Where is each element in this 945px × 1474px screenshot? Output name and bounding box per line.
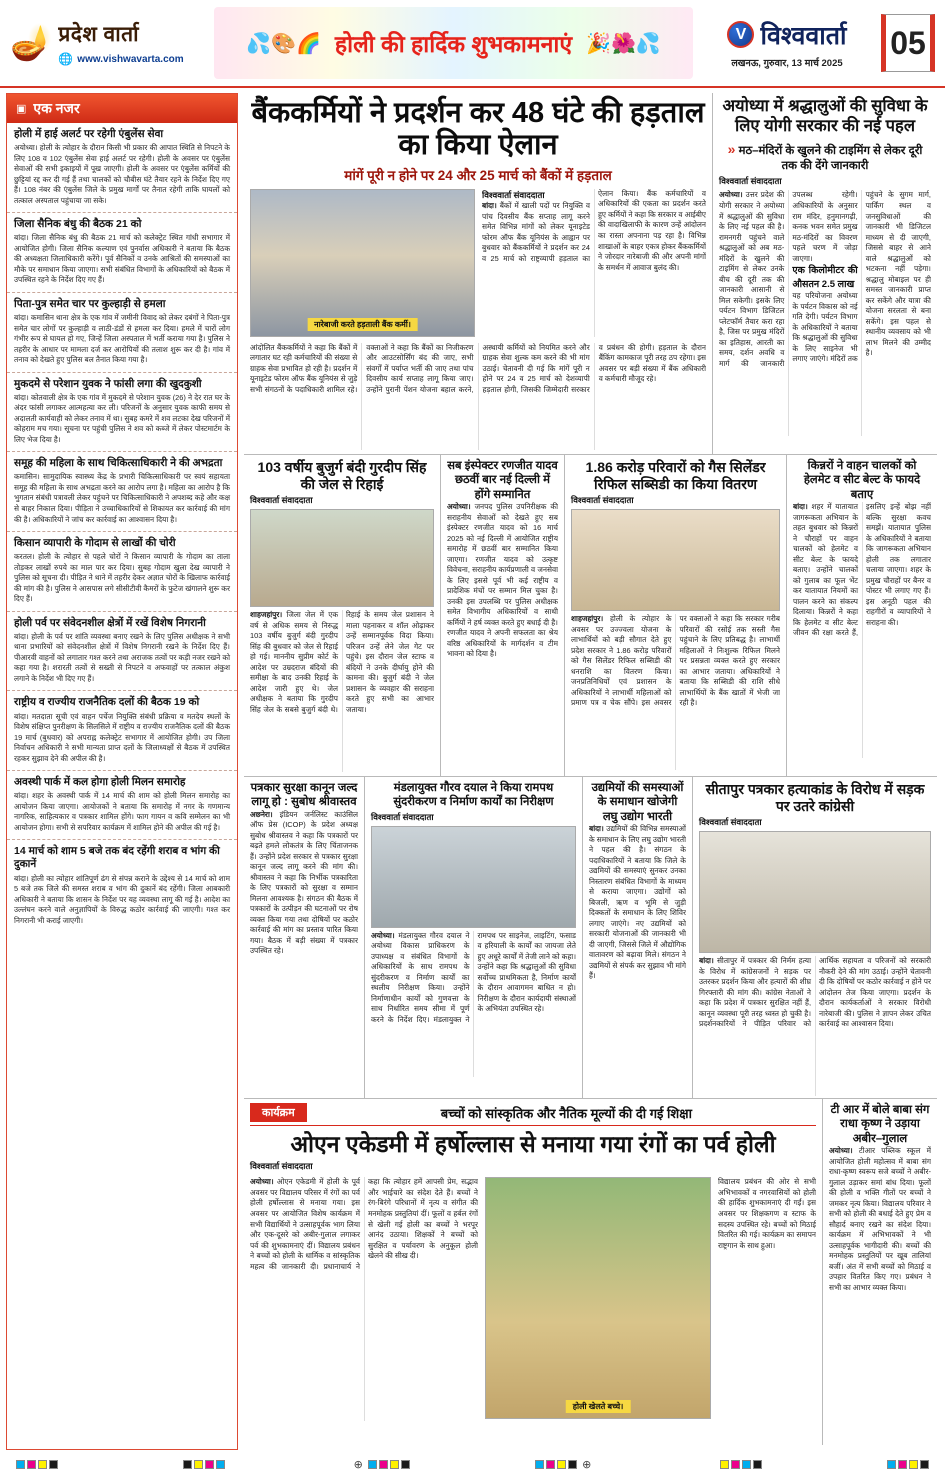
patrakar-body [250, 810, 358, 1068]
dateline: बांदा। [482, 201, 497, 210]
story-text: जनपद पुलिस उपनिरीक्षक की सराहनीय सेवाओं को देखते हुए सब इंस्पेक्टर रणजीत यादव को 16 मार्च 2025 को नई दिल्ली में आयोजित राष्ट्रीय समारोह में छठवीं बार सम्मानित किया जाएगा। रणजीत यादव को उत्कृष्ट विवेचना, सराहनीय कार्यप्रणाली व जनसेवा के लिए इससे पूर्व भी कई राष्ट्रीय व प्रादेशिक मंचों पर सम्मान मिल चुका है। उनकी इस उपलब्धि पर पुलिस अधीक्षक समेत विभागीय अधिकारियों व साथी कर्मियों ने हर्ष व्यक्त करते हुए बधाई दी है। रणजीत यादव ने अपनी सफलता का श्रेय वरिष्ठ अधिकारियों के मार्गदर्शन व टीम भावना को दिया है। [447, 502, 558, 659]
udyami-body [589, 824, 686, 1070]
one-look-header [7, 94, 237, 123]
news-brief-title: अवस्थी पार्क में कल होगा होली मिलन समारोह [14, 776, 186, 789]
dateline: बांदा। [793, 502, 808, 512]
news-brief-title: मुकदमे से परेशान युवक ने फांसी लगा की खुदकुशी [14, 377, 202, 390]
gas-subsidy-story [564, 455, 786, 776]
prisoner-release-story [244, 455, 440, 776]
row-2 [244, 455, 937, 777]
news-brief-body: बांदा। जिला सैनिक बंधु की बैठक 21 मार्च को कलेक्ट्रेट स्थित गांधी सभागार में आयोजित होगी। जिला सैनिक कल्याण एवं पुनर्वास अधिकारी ने बताया कि बैठक की अध्यक्षता जिलाधिकारी करेंगे। पूर्व सैनिकों व उनके आश्रितों की समस्याओं का मौके पर समाधान किया जाएगा। सभी संबंधित विभागों के अधिकारियों को बैठक में उपस्थित रहने के निर्देश दिए गए हैं। [14, 233, 230, 285]
news-brief [7, 293, 237, 373]
dateline: शाहजहांपुर। [250, 610, 283, 620]
news-brief-title: जिला सैनिक बंधु की बैठक 21 को [14, 218, 142, 231]
tr-headline: टी आर में बोले बाबा संग राधा कृष्ण ने उड़ाया अबीर–गुलाल [830, 1104, 930, 1145]
prisoner-headline: 103 वर्षीय बुजुर्ग बंदी गुरदीप सिंह की जेल से रिहाई [257, 459, 427, 493]
kicker-row [250, 1103, 816, 1126]
journalist-law-story [244, 777, 364, 1098]
story-text: उत्तर प्रदेश की योगी सरकार ने अयोध्या में श्रद्धालुओं की सुविधा के लिए नई पहल की है। रामनगरी पहुंचने वाले श्रद्धालुओं को अब मठ-मंदिरों के खुलने की टाइमिंग से लेकर उनके बीच की दूरी तक की जानकारी आसानी से मिल सकेगी। इसके लिए पर्यटन विभाग डिजिटल प्लेटफॉर्म तैयार करा रहा है, जिस पर प्रमुख मंदिरों का इतिहास, आरती का समय, दर्शन अवधि व मार्ग की जानकारी उपलब्ध रहेगी। अधिकारियों के अनुसार राम मंदिर, हनुमानगढ़ी, कनक भवन समेत प्रमुख मठ-मंदिरों का विवरण पहले चरण में जोड़ा जाएगा। [719, 190, 858, 368]
story-text: उद्यमियों की विभिन्न समस्याओं के समाधान के लिए लघु उद्योग भारती ने पहल की है। संगठन के पदाधिकारियों ने बताया कि जिले के उद्यमियों की समस्याएं सुनकर उनका निस्तारण संबंधित विभागों के माध्यम से कराया जाएगा। उद्योगों को बिजली, ऋण व भूमि से जुड़ी दिक्कतों के समाधान के लिए शिविर लगाए जाएंगे। नए उद्यमियों को सरकारी योजनाओं की जानकारी भी दी जाएगी, जिससे जिले में औद्योगिक वातावरण को बढ़ावा मिले। संगठन ने उद्यमियों से संपर्क कर सुझाव भी मांगे हैं। [589, 824, 686, 981]
news-brief-title: होली में हाई अलर्ट पर रहेगी एंबुलेंस सेवा [14, 128, 164, 140]
academy-photo-caption: होली खेलते बच्चे। [566, 1400, 631, 1413]
tr-body [829, 1146, 931, 1426]
news-brief-body: बांदा। होली के पर्व पर शांति व्यवस्था बनाए रखने के लिए पुलिस अधीक्षक ने सभी थाना प्रभारियों को संवेदनशील क्षेत्रों में विशेष निगरानी रखने के निर्देश दिए हैं। पीआरवी वाहनों को लगातार गश्त करने तथा अराजक तत्वों पर कड़ी नजर रखने को कहा गया है। शरारती तत्वों से सख्ती से निपटने व अफवाहों पर तत्काल अंकुश लगाने के निर्देश भी दिए गए हैं। [14, 631, 230, 683]
row-4 [244, 1099, 937, 1445]
news-brief [7, 373, 237, 453]
registration-mark-group [535, 1458, 594, 1471]
byline: विश्ववार्ता संवाददाता [250, 1161, 313, 1172]
deck-marker-icon: » [727, 140, 736, 157]
news-brief-title: राष्ट्रीय व राज्यीय राजनैतिक दलों की बैठक 19 को [14, 696, 200, 709]
holi-greeting-text: होली की हार्दिक शुभकामनाएं [334, 31, 573, 57]
news-brief [7, 691, 237, 771]
gas-headline: 1.86 करोड़ परिवारों को गैस सिलेंडर रिफिल सब्सिडी का किया वितरण [585, 459, 766, 493]
kicker-badge: कार्यक्रम [250, 1103, 307, 1122]
sitapur-headline: सीतापुर पत्रकार हत्याकांड के विरोध में सड़क पर उतरे कांग्रेसी [705, 781, 925, 815]
kinnar-body [793, 502, 931, 758]
rampath-body [371, 931, 576, 1077]
bank-photo-caption: नारेबाजी करते हड़ताली बैंक कर्मी। [307, 318, 418, 331]
story-text: टीआर पब्लिक स्कूल में आयोजित होली महोत्सव में बाबा संग राधा-कृष्ण स्वरूप सजे बच्चों ने अबीर-गुलाल उड़ाकर समां बांध दिया। फूलों की होली व भक्ति गीतों पर बच्चों ने जमकर नृत्य किया। विद्यालय परिवार ने सभी को होली की बधाई देते हुए प्रेम व सौहार्द बनाए रखने का संदेश दिया। कार्यक्रम में अभिभावकों ने भी उत्साहपूर्वक भागीदारी की। बच्चों की मनमोहक प्रस्तुतियों पर खूब तालियां बजीं। अंत में सभी बच्चों को मिठाई व उपहार वितरित किए गए। प्रबंधन ने सभी का आभार व्यक्त किया। [829, 1146, 931, 1292]
brand-title: विश्ववार्ता [760, 21, 847, 50]
print-registration-marks [0, 1454, 945, 1474]
bank-story-top [250, 189, 706, 337]
story-text: शहर में यातायात जागरूकता अभियान के तहत बुधवार को किन्नरों ने चौराहों पर वाहन चालकों को हेलमेट व सीट बेल्ट के फायदे बताए। उन्होंने चालकों को गुलाब का फूल भेंट कर यातायात नियमों का पालन करने का संकल्प दिलाया। किन्नरों ने कहा कि हेलमेट व सीट बेल्ट जीवन की रक्षा करते हैं, इसलिए इन्हें बोझ नहीं बल्कि सुरक्षा कवच समझें। यातायात पुलिस के अधिकारियों ने बताया कि जागरूकता अभियान होली तक लगातार चलाया जाएगा। शहर के प्रमुख चौराहों पर बैनर व पोस्टर भी लगाए गए हैं। इस अनूठी पहल की राहगीरों व व्यापारियों ने सराहना की। [793, 502, 931, 638]
sitapur-protest-story [692, 777, 937, 1098]
gas-subsidy-photo [571, 509, 780, 611]
dateline: अयोध्या। [829, 1146, 853, 1156]
news-brief [7, 123, 237, 213]
tr-school-story [822, 1099, 937, 1445]
news-brief-title: समूह की महिला के साथ चिकित्साधिकारी ने की अभद्रता [14, 457, 223, 470]
news-brief-body: बांदा। मतदाता सूची एवं वाहन पर्चेज नियुक्ति संबंधी प्रक्रिया व मतदेय स्थलों के विशेष संक्षिप्त पुनरीक्षण के सिलसिले में राष्ट्रीय व राज्यीय राजनैतिक दलों की बैठक 19 मार्च (बुधवार) को अपराह्न कलेक्ट्रेट सभागार में आयोजित होगी। उप जिला निर्वाचन अधिकारी ने सभी मान्यता प्राप्त दलों के जिलाध्यक्षों से बैठक में उपस्थित रहकर सुझाव देने की अपील की है। [14, 711, 230, 763]
kicker-text: बच्चों को सांस्कृतिक और नैतिक मूल्यों की दी गई शिक्षा [440, 1105, 692, 1121]
sitapur-body [699, 956, 931, 1096]
ranjit-award-story [440, 455, 564, 776]
main-area [240, 88, 945, 1454]
prisoner-body [250, 610, 434, 772]
ayodhya-headline: अयोध्या में श्रद्धालुओं की सुविधा के लिए योगी सरकार की नई पहल [722, 97, 928, 135]
academy-headline: ओएन एकेडमी में हर्षोल्लास से मनाया गया रंगों का पर्व होली [290, 1131, 776, 1157]
news-brief-body: करतल। होली के त्योहार से पहले चोरों ने किसान व्यापारी के गोदाम का ताला तोड़कर लाखों रुपये का माल पार कर दिया। सुबह गोदाम खुला देख व्यापारी ने पुलिस को सूचना दी। पीड़ित ने थाने में तहरीर देकर अज्ञात चोरों के खिलाफ कार्रवाई की मांग की है। पुलिस ने आसपास लगे सीसीटीवी कैमरों के फुटेज खंगालने शुरू कर दिए हैं। [14, 552, 230, 604]
bank-strike-story [244, 93, 712, 454]
one-look-bullet-icon: ▣ [16, 103, 27, 115]
ranjit-body [447, 502, 558, 754]
registration-circle-icon: ⊕ [353, 1458, 363, 1471]
registration-mark-group [351, 1458, 410, 1471]
news-brief [7, 612, 237, 692]
dateline: अछनेरा। [250, 809, 273, 819]
masthead [0, 0, 945, 88]
holi-celebration-photo [485, 1177, 711, 1419]
story-text: मंडलायुक्त गौरव दयाल ने अयोध्या विकास प्राधिकरण के उपाध्यक्ष व संबंधित विभागों के अधिकारियों के साथ रामपथ के सुंदरीकरण व निर्माण कार्यों का स्थलीय निरीक्षण किया। उन्होंने निर्माणाधीन कार्यों को गुणवत्ता के साथ निर्धारित समय सीमा में पूर्ण करने के निर्देश दिए। मंडलायुक्त ने रामपथ पर साइनेज, लाइटिंग, फसाड व हरियाली के कार्यों का जायजा लेते हुए अधूरे कार्यों में तेजी लाने को कहा। उन्होंने कहा कि श्रद्धालुओं की सुविधा सर्वोच्च प्राथमिकता है, निर्माण कार्यों के दौरान आवागमन बाधित न हो। निरीक्षण के दौरान कार्यदायी संस्थाओं के अभियंता उपस्थित रहे। [371, 930, 576, 1024]
vishwavarta-logo-icon: V [727, 21, 754, 48]
udyami-headline: उद्यमियों की समस्याओं के समाधान खोजेगी लघु उद्योग भारती [591, 782, 684, 823]
bank-body-bottom: आंदोलित बैंककर्मियों ने कहा कि बैंकों में लगातार घट रही कर्मचारियों की संख्या से ग्राहक सेवा प्रभावित हो रही है। प्रदर्शन में यूनाइटेड फोरम ऑफ बैंक यूनियंस से जुड़े सभी संगठनों के पदाधिकारी शामिल रहे। वक्ताओं ने कहा कि बैंकों का निजीकरण और आउटसोर्सिंग बंद की जाए, सभी संवर्गों में पर्याप्त भर्ती की जाए तथा पांच दिवसीय कार्य सप्ताह लागू किया जाए। उन्होंने पुरानी पेंशन योजना बहाल करने, अस्थायी कर्मियों को नियमित करने और ग्राहक सेवा शुल्क कम करने की भी मांग उठाई। चेतावनी दी गई कि मांगें पूरी न होने पर 24 व 25 मार्च को देशव्यापी हड़ताल होगी, जिसकी जिम्मेदारी सरकार व प्रबंधन की होगी। हड़ताल के दौरान बैंकिंग कामकाज पूरी तरह ठप रहेगा। इस अवसर पर बड़ी संख्या में बैंक अधिकारी व कर्मचारी मौजूद रहे। [250, 342, 706, 394]
news-brief-title: किसान व्यापारी के गोदाम से लाखों की चोरी [14, 537, 176, 550]
academy-content [250, 1177, 816, 1421]
registration-mark-group [887, 1460, 929, 1469]
dateline: अयोध्या। [719, 190, 743, 200]
row-3 [244, 777, 937, 1099]
story-text: ओएन एकेडमी में होली के पूर्व अवसर पर विद्यालय परिसर में रंगों का पर्व होली हर्षोल्लास से मनाया गया। इस अवसर पर आयोजित विशेष कार्यक्रम में सभी विद्यार्थियों ने उत्साहपूर्वक भाग लिया और एक-दूसरे को अबीर-गुलाल लगाकर पर्व की शुभकामनाएं दीं। विद्यालय प्रबंधन ने बच्चों को होली के धार्मिक व सांस्कृतिक महत्व की जानकारी दी। प्रधानाचार्य ने कहा कि त्योहार हमें आपसी प्रेम, सद्भाव और भाईचारे का संदेश देते हैं। बच्चों ने रंग-बिरंगे परिधानों में नृत्य व संगीत की मनमोहक प्रस्तुतियां दीं। फूलों व हर्बल रंगों से खेली गई होली का बच्चों ने भरपूर आनंद उठाया। शिक्षकों ने बच्चों को सुरक्षित व पर्यावरण के अनुकूल होली खेलने की सीख दी। [250, 1177, 478, 1271]
news-brief-body: बांदा। होली का त्योहार शांतिपूर्ण ढंग से संपन्न कराने के उद्देश्य से 14 मार्च को शाम 5 बजे तक जिले की समस्त शराब व भांग की दुकानें बंद रहेंगी। जिला आबकारी अधिकारी ने बताया कि शासन के निर्देश पर यह व्यवस्था लागू की गई है। आदेश का उल्लंघन करने वाले अनुज्ञापियों के विरुद्ध कठोर कार्रवाई की जाएगी। गश्त कर निगरानी भी कराई जाएगी। [14, 873, 230, 925]
story-text: जिला जेल में एक वर्ष से अधिक समय से निरुद्ध 103 वर्षीय बुजुर्ग बंदी गुरदीप सिंह की बुधवार को जेल से रिहाई हो गई। माननीय सुप्रीम कोर्ट के आदेश पर उम्रदराज बंदियों की समीक्षा के बाद उनकी रिहाई के आदेश जारी हुए थे। जेल अधीक्षक ने बताया कि गुरदीप सिंह जेल के सबसे बुजुर्ग बंदी थे। रिहाई के समय जेल प्रशासन ने माला पहनाकर व शॉल ओढ़ाकर उन्हें सम्मानपूर्वक विदा किया। परिजन उन्हें लेने जेल गेट पर पहुंचे। इस दौरान जेल स्टाफ व बंदियों ने उनके दीर्घायु होने की कामना की। बुजुर्ग बंदी ने जेल प्रशासन के व्यवहार की सराहना करते हुए सभी का आभार जताया। [250, 610, 434, 714]
page-number-box [881, 14, 935, 72]
rampath-inspection-story [364, 777, 582, 1098]
news-brief-body: बांदा। शहर के अवस्थी पार्क में 14 मार्च की शाम को होली मिलन समारोह का आयोजन किया जाएगा। आयोजकों ने बताया कि समारोह में नगर के गणमान्य नागरिक, साहित्यकार व पत्रकार शामिल होंगे। फाग गायन व कवि सम्मेलन का भी आयोजन होगा। सभी से सपरिवार कार्यक्रम में शामिल होने की अपील की गई है। [14, 791, 230, 832]
ayodhya-initiative-story [712, 93, 937, 454]
news-brief-body: बांदा। कमासिन थाना क्षेत्र के एक गांव में जमीनी विवाद को लेकर दबंगों ने पिता-पुत्र समेत चार लोगों पर कुल्हाड़ी व लाठी-डंडों से हमला कर दिया। हमले में चारों लोग गंभीर रूप से घायल हो गए, जिन्हें जिला अस्पताल में भर्ती कराया गया है। पुलिस ने तहरीर के आधार पर मामला दर्ज कर आरोपियों की तलाश शुरू कर दी है। गांव में तनाव को देखते हुए पुलिस बल तैनात किया गया है। [14, 313, 230, 365]
rampath-headline: मंडलायुक्त गौरव दयाल ने किया रामपथ सुंदरीकरण व निर्माण कार्यों का निरीक्षण [393, 782, 554, 809]
byline: विश्ववार्ता संवाददाता [371, 811, 434, 822]
news-brief-title: पिता-पुत्र समेत चार पर कुल्हाड़ी से हमला [14, 297, 166, 310]
byline: विश्ववार्ता संवाददाता [719, 176, 782, 187]
edition-line: लखनऊ, गुरुवार, 13 मार्च 2025 [731, 57, 843, 69]
deck-text: मठ–मंदिरों के खुलने की टाइमिंग से लेकर दूरी तक की देंगे जानकारी [738, 144, 923, 172]
ayodhya-body [719, 190, 931, 436]
rampath-inspection-photo [371, 826, 576, 928]
news-brief-title: होली पर्व पर संवेदनशील क्षेत्रों में रखें विशेष निगरानी [14, 616, 206, 629]
academy-holi-story [244, 1099, 822, 1445]
registration-circle-icon: ⊕ [582, 1458, 592, 1471]
registration-mark-group [183, 1460, 225, 1469]
holi-greeting-banner [214, 7, 693, 79]
dateline: बांदा। [699, 956, 714, 966]
one-look-column [6, 93, 238, 1450]
story-text: इंडियन जर्नलिस्ट काउंसिल ऑफ प्रेस (ICOP) के प्रदेश अध्यक्ष सुबोध श्रीवास्तव ने कहा कि पत्रकारों पर बढ़ते हमले लोकतंत्र के लिए चिंताजनक हैं। उन्होंने प्रदेश सरकार से पत्रकार सुरक्षा कानून जल्द लागू करने की मांग की। श्रीवास्तव ने कहा कि निर्भीक पत्रकारिता के लिए पत्रकारों को सुरक्षा व सम्मान मिलना आवश्यक है। संगठन की बैठक में पत्रकारों के उत्पीड़न की घटनाओं पर रोष व्यक्त किया गया तथा दोषियों पर कठोर कार्रवाई की मांग का प्रस्ताव पारित किया गया। बैठक में बड़ी संख्या में पत्रकार उपस्थित रहे। [250, 809, 358, 956]
story-text: यह परियोजना अयोध्या के पर्यटन विकास को नई गति देगी। पर्यटन विभाग के अधिकारियों ने बताया कि श्रद्धालुओं की सुविधा के लिए साइनेज भी लगाए जाएंगे। मंदिरों तक पहुंचने के सुगम मार्ग, पार्किंग स्थल व जनसुविधाओं की जानकारी भी डिजिटल माध्यम से दी जाएगी, जिससे बाहर से आने वाले श्रद्धालुओं को भटकना नहीं पड़ेगा। श्रद्धालु मोबाइल पर ही समस्त जानकारी प्राप्त कर सकेंगे और यात्रा की योजना सरलता से बना सकेंगे। इस पहल से स्थानीय व्यवसाय को भी लाभ मिलने की उम्मीद है। [792, 190, 931, 364]
news-brief [7, 452, 237, 532]
story-highlight: एक किलोमीटर की औसतन 2.5 लाख [792, 265, 858, 290]
academy-body-left [250, 1177, 478, 1421]
udyami-story [582, 777, 692, 1098]
byline: विश्ववार्ता संवाददाता [482, 189, 545, 200]
one-look-title: एक नजर [33, 100, 80, 116]
globe-icon: 🌐 [58, 52, 74, 66]
congress-protest-photo [699, 831, 931, 953]
academy-body-right: विद्यालय प्रबंधन की ओर से सभी अभिभावकों व नगरवासियों को होली की हार्दिक शुभकामनाएं दी गईं। इस अवसर पर शिक्षकगण व स्टाफ के सदस्य उपस्थित रहे। बच्चों को मिठाई वितरित की गई। कार्यक्रम का समापन राष्ट्रगान के साथ हुआ। [718, 1177, 816, 1250]
news-brief [7, 213, 237, 293]
holi-decoration-right-icon: 🎉🌺💦 [586, 32, 661, 55]
byline: विश्ववार्ता संवाददाता [571, 495, 634, 506]
gas-body [571, 614, 780, 770]
registration-mark-group [720, 1460, 762, 1469]
masthead-left-title: प्रदेश वार्ता [58, 23, 140, 46]
row-1 [244, 93, 937, 455]
dateline: अयोध्या। [447, 502, 471, 512]
news-brief-body: कमासिन। सामुदायिक स्वास्थ्य केंद्र के प्रभारी चिकित्साधिकारी पर स्वयं सहायता समूह की महिला के साथ अभद्रता करने का आरोप लगा है। महिला का आरोप है कि भुगतान संबंधी पत्रावली लेकर पहुंचने पर चिकित्साधिकारी ने अपशब्द कहे और कक्ष से बाहर निकाल दिया। पीड़िता ने उच्चाधिकारियों से शिकायत कर कार्रवाई की मांग की है। अधिकारियों ने जांच कर कार्रवाई का आश्वासन दिया है। [14, 472, 230, 524]
holi-decoration-left-icon: 💦🎨🌈 [246, 32, 321, 55]
kinnar-awareness-story [786, 455, 937, 776]
website-url[interactable]: www.vishwavarta.com [77, 53, 184, 65]
byline: विश्ववार्ता संवाददाता [250, 495, 313, 506]
news-brief [7, 771, 237, 840]
news-brief [7, 532, 237, 612]
news-brief [7, 840, 237, 932]
diya-lamp-icon: 🪔 [10, 24, 53, 62]
masthead-left [10, 20, 206, 66]
dateline: बांदा। [589, 824, 604, 834]
registration-mark-group [16, 1460, 58, 1469]
masthead-brand [701, 18, 873, 69]
byline: विश्ववार्ता संवाददाता [699, 817, 762, 828]
dateline: शाहजहांपुर। [571, 614, 604, 624]
patrakar-headline: पत्रकार सुरक्षा कानून जल्द लागू हो : सुबोध श्रीवास्तव [250, 782, 358, 809]
ranjit-headline: सब इंस्पेक्टर रणजीत यादव छठवीं बार नई दिल्ली में होंगे सम्मानित [447, 460, 558, 501]
dateline: अयोध्या। [371, 930, 395, 940]
news-brief-body: बांदा। कोतवाली क्षेत्र के एक गांव में मुकदमे से परेशान युवक (26) ने देर रात घर के अंदर फांसी लगाकर आत्महत्या कर ली। परिजनों के अनुसार युवक काफी समय से अदालती कार्यवाही को लेकर तनाव में था। सुबह कमरे में शव लटका देख परिजनों में कोहराम मच गया। सूचना पर पहुंची पुलिस ने शव को कब्जे में लेकर पोस्टमार्टम के लिए भेज दिया है। [14, 392, 230, 444]
kinnar-headline: किन्नरों ने वाहन चालकों को हेलमेट व सीट बेल्ट के फायदे बताए [803, 460, 921, 501]
main-subhead: मांगें पूरी न होने पर 24 और 25 मार्च को बैंकों में हड़ताल [344, 167, 612, 183]
ayodhya-deck [719, 140, 931, 174]
story-text: सीतापुर में पत्रकार की निर्मम हत्या के विरोध में कांग्रेसजनों ने सड़क पर उतरकर प्रदर्शन किया और हत्यारों की शीघ्र गिरफ्तारी की मांग की। कांग्रेस नेताओं ने कहा कि प्रदेश में पत्रकार सुरक्षित नहीं हैं, कानून व्यवस्था पूरी तरह ध्वस्त हो चुकी है। प्रदर्शनकारियों ने पीड़ित परिवार को आर्थिक सहायता व परिजनों को सरकारी नौकरी देने की मांग उठाई। उन्होंने चेतावनी दी कि दोषियों पर कठोर कार्रवाई न होने पर आंदोलन तेज किया जाएगा। प्रदर्शन के दौरान कार्यकर्ताओं ने सरकार विरोधी नारेबाजी की। पुलिस ने ज्ञापन लेकर उचित कार्रवाई का आश्वासन दिया। [699, 956, 931, 1029]
story-text: बैंकों में खाली पदों पर नियुक्ति व पांच दिवसीय बैंक सप्ताह लागू करने समेत विभिन्न मांगों को लेकर यूनाइटेड फोरम ऑफ बैंक यूनियंस के आह्वान पर बुधवार को बैंककर्मियों ने प्रदर्शन कर 24 व 25 मार्च को राष्ट्रव्यापी हड़ताल का ऐलान किया। बैंक कर्मचारियों व अधिकारियों की एकता का प्रदर्शन करते हुए कर्मियों ने कहा कि सरकार व आईबीए की वादाखिलाफी के कारण उन्हें आंदोलन का रास्ता अपनाना पड़ रहा है। विभिन्न शाखाओं के बाहर एकत्र होकर बैंककर्मियों ने जोरदार नारेबाजी की और अपनी मांगों के समर्थन में आवाज बुलंद की। [482, 188, 706, 272]
news-brief-body: अयोध्या। होली के त्योहार के दौरान किसी भी प्रकार की आपात स्थिति से निपटने के लिए 108 व 102 एंबुलेंस सेवा हाई अलर्ट पर रहेगी। होली के अवसर पर एंबुलेंस सेवाओं की सभी इकाइयों में पूख जाएगी। होली के अवसर पर एंबुलेंस कर्मियों की छुट्टियां रद्द कर दी गई हैं तथा चालकों को चौबीस घंटे तैयार रहने के निर्देश दिए गए हैं। 108 नंबर की एंबुलेंस जिले के प्रमुख मार्गों पर तैनात रहेगी ताकि घायलों को तत्काल अस्पताल पहुंचाया जा सके। [14, 143, 230, 205]
bank-protest-photo [250, 189, 475, 337]
bank-body-top [482, 189, 706, 337]
story-text: होली के त्योहार के अवसर पर उज्ज्वला योजना के लाभार्थियों को बड़ी सौगात देते हुए प्रदेश सरकार ने 1.86 करोड़ परिवारों को गैस सिलेंडर रिफिल सब्सिडी की धनराशि का वितरण किया। जनप्रतिनिधियों एवं प्रशासन के अधिकारियों ने लाभार्थी महिलाओं को प्रमाण पत्र व चेक सौंपे। इस अवसर पर वक्ताओं ने कहा कि सरकार गरीब परिवारों की रसोई तक सस्ती गैस पहुंचाने के लिए प्रतिबद्ध है। लाभार्थी महिलाओं ने निःशुल्क रिफिल मिलने पर प्रसन्नता व्यक्त करते हुए सरकार का आभार जताया। अधिकारियों ने बताया कि सब्सिडी की राशि सीधे लाभार्थियों के बैंक खातों में भेजी जा रही है। [571, 614, 780, 708]
news-brief-title: 14 मार्च को शाम 5 बजे तक बंद रहेंगी शराब व भांग की दुकानें [14, 845, 220, 871]
dateline: अयोध्या। [250, 1177, 274, 1187]
main-headline: बैंककर्मियों ने प्रदर्शन कर 48 घंटे की हड़ताल का किया ऐलान [251, 97, 705, 162]
prisoner-release-photo [250, 509, 434, 607]
page-number: 05 [890, 24, 926, 61]
page-content [0, 88, 945, 1454]
